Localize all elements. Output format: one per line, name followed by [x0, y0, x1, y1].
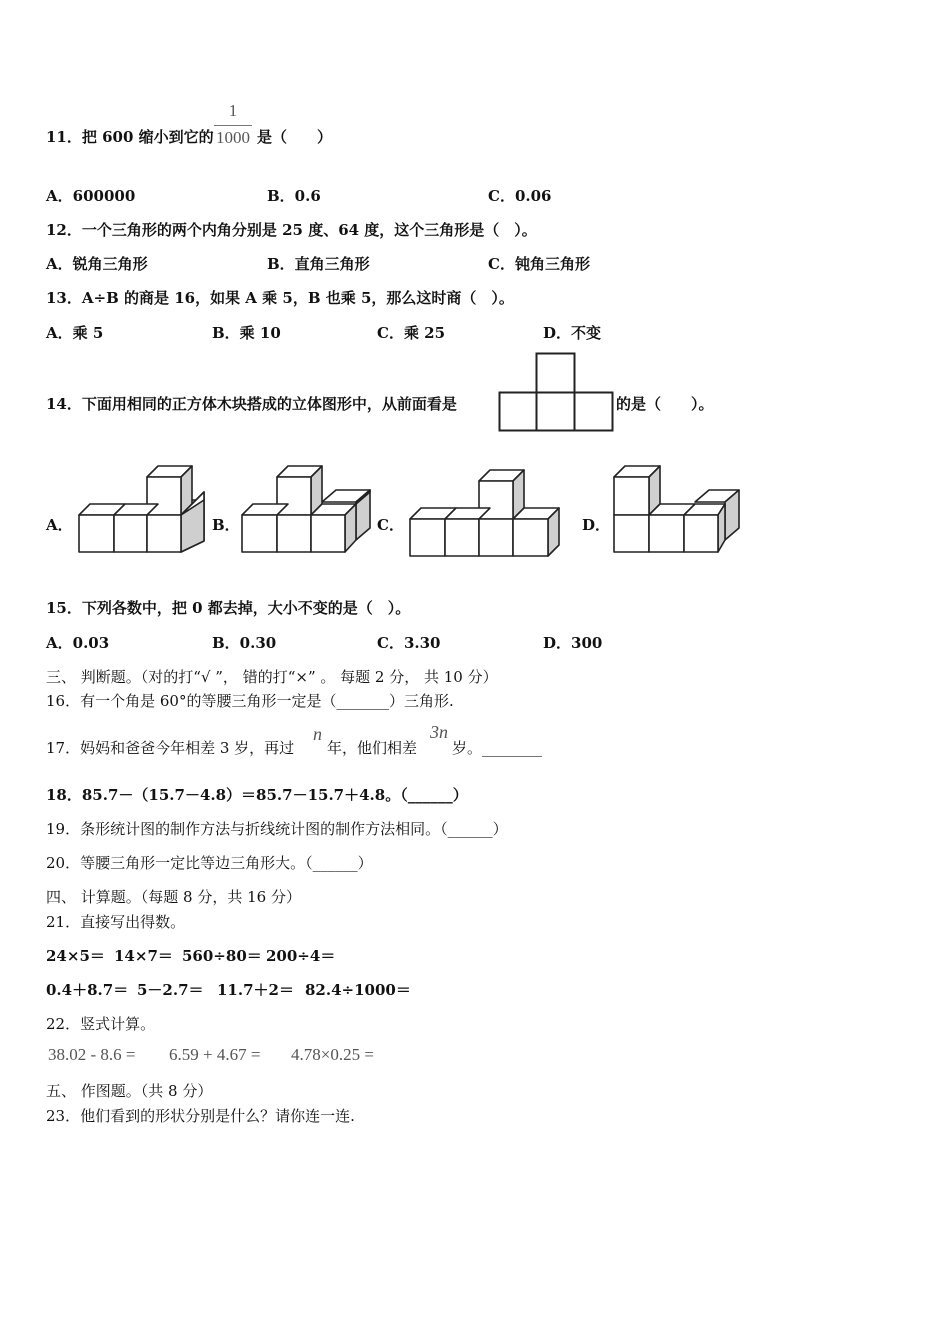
q12-option-a[interactable]: A．锐角三角形 — [46, 255, 148, 273]
q12-stem: 12．一个三角形的两个内角分别是 25 度、64 度，这个三角形是（ ）。 — [46, 221, 537, 239]
q14-option-b-cubes[interactable] — [240, 462, 375, 557]
q14-option-c-cubes[interactable] — [408, 466, 563, 561]
q11-text-after: 是（ ） — [257, 128, 333, 146]
q14-option-b-label[interactable]: B． — [212, 516, 240, 534]
q17-text-before: 17．妈妈和爸爸今年相差 3 岁，再过 — [46, 739, 295, 757]
q14-option-a-cubes[interactable] — [78, 462, 208, 557]
q11-text-before: 11．把 600 缩小到它的 — [46, 128, 214, 146]
q21-title: 21．直接写出得数。 — [46, 913, 186, 931]
q13-option-b[interactable]: B．乘 10 — [212, 324, 281, 342]
q13-option-d[interactable]: D．不变 — [543, 324, 602, 342]
q14-option-d-cubes[interactable] — [612, 462, 747, 557]
q13-stem: 13．A÷B 的商是 16，如果 A 乘 5，B 也乘 5，那么这时商（ ）。 — [46, 289, 514, 307]
q12-option-b[interactable]: B．直角三角形 — [267, 255, 370, 273]
front-view-right-square — [575, 393, 613, 431]
q20-stem: 20．等腰三角形一定比等边三角形大。（______） — [46, 854, 373, 872]
q21-row2-item1: 0.4＋8.7＝ — [46, 981, 129, 999]
q15-option-c[interactable]: C．3.30 — [377, 634, 441, 652]
q21-row2-item3: 11.7＋2＝ — [217, 981, 294, 999]
q12-option-c[interactable]: C．钝角三角形 — [488, 255, 590, 273]
q22-expr-3: 4.78×0.25 = — [291, 1045, 374, 1064]
front-view-mid-square — [537, 393, 575, 431]
q17-var-n: n — [313, 724, 322, 744]
q21-row2-item4: 82.4÷1000＝ — [305, 981, 411, 999]
q11-option-a[interactable]: A．600000 — [46, 187, 136, 205]
q22-expr-2: 6.59 + 4.67 = — [169, 1045, 261, 1064]
q14-front-view-figure — [498, 352, 616, 434]
q11-frac-den: 1000 — [216, 128, 250, 147]
q21-row1-item3: 560÷80＝ — [182, 947, 262, 965]
q22-expr-1: 38.02 - 8.6 = — [48, 1045, 136, 1064]
front-view-top-square — [537, 354, 575, 393]
q21-row1-item2: 14×7＝ — [114, 947, 173, 965]
q14-option-d-label[interactable]: D． — [582, 516, 611, 534]
q23-stem: 23．他们看到的形状分别是什么？请你连一连. — [46, 1107, 355, 1125]
section-3-heading: 三、 判断题。（对的打“√ ”， 错的打“×” 。 每题 2 分， 共 10 分） — [46, 668, 498, 686]
q17-var-3n: 3n — [430, 722, 448, 742]
q16-stem: 16．有一个角是 60°的等腰三角形一定是（_______）三角形. — [46, 692, 454, 710]
q17-text-mid: 年，他们相差 — [327, 739, 418, 757]
q21-row1-item4: 200÷4＝ — [266, 947, 336, 965]
q21-row2-item2: 5－2.7＝ — [137, 981, 204, 999]
cube-d-top — [614, 466, 660, 515]
section-4-heading: 四、 计算题。（每题 8 分，共 16 分） — [46, 888, 301, 906]
q11-option-b[interactable]: B．0.6 — [267, 187, 321, 205]
q18-stem: 18．85.7－（15.7－4.8）＝85.7－15.7＋4.8。（______） — [46, 786, 468, 804]
q13-option-a[interactable]: A．乘 5 — [46, 324, 104, 342]
q14-option-a-label[interactable]: A． — [46, 516, 73, 534]
q15-option-a[interactable]: A．0.03 — [46, 634, 110, 652]
q11-frac-bar — [214, 125, 252, 126]
q22-title: 22．竖式计算。 — [46, 1015, 156, 1033]
q17-text-after: 岁。________ — [452, 739, 543, 757]
q15-option-b[interactable]: B．0.30 — [212, 634, 277, 652]
q14-stem-after: 的是（ ）。 — [616, 395, 714, 413]
q21-row1-item1: 24×5＝ — [46, 947, 105, 965]
q14-option-c-label[interactable]: C． — [377, 516, 404, 534]
q11-stem — [46, 127, 214, 147]
q14-stem-before: 14．下面用相同的正方体木块搭成的立体图形中，从前面看是 — [46, 395, 457, 413]
q11-option-c[interactable]: C．0.06 — [488, 187, 552, 205]
q15-option-d[interactable]: D．300 — [543, 634, 603, 652]
q13-option-c[interactable]: C．乘 25 — [377, 324, 446, 342]
front-view-left-square — [500, 393, 537, 431]
section-5-heading: 五、 作图题。（共 8 分） — [46, 1082, 213, 1100]
q11-frac-num: 1 — [228, 101, 238, 120]
q19-stem: 19．条形统计图的制作方法与折线统计图的制作方法相同。（______） — [46, 820, 508, 838]
q15-stem: 15．下列各数中，把 0 都去掉，大小不变的是（ ）。 — [46, 599, 411, 617]
